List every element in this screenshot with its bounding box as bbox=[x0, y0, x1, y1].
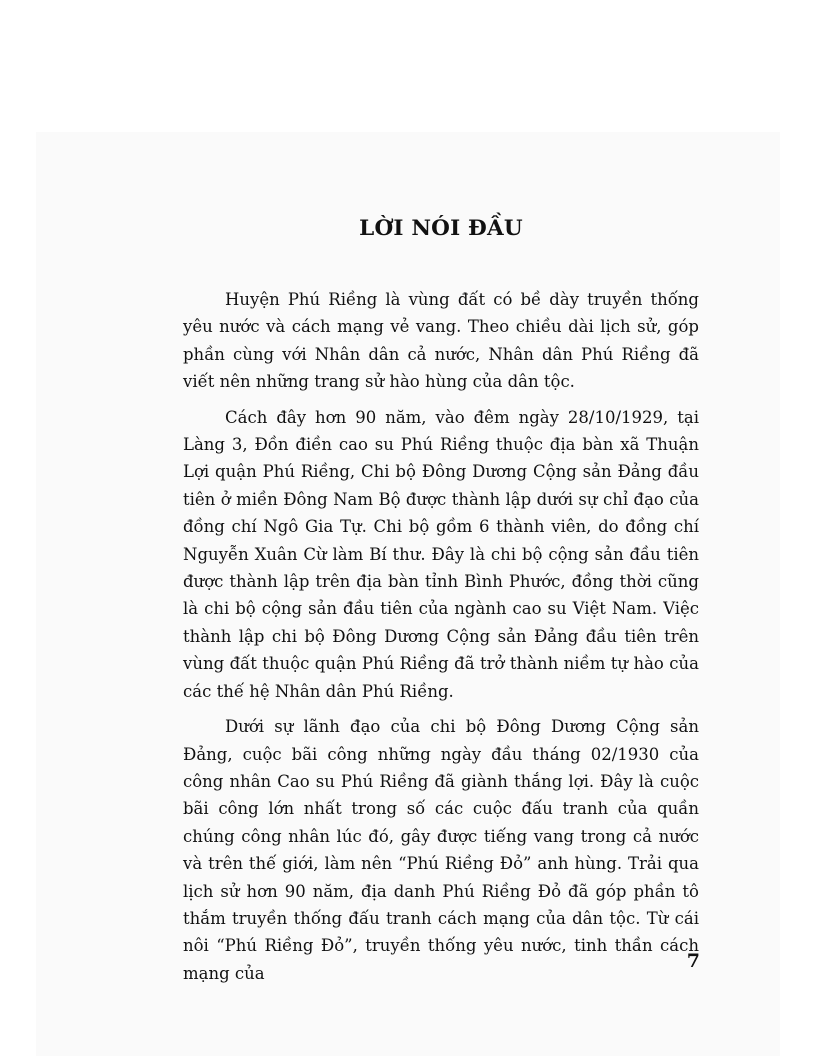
paragraph-3: Dưới sự lãnh đạo của chi bộ Đông Dương Cộng sản Đảng, cuộc bãi công những ngày đầu tháng 02/1930 của công nhân Cao su Phú Riềng đã giành thắng lợi. Đây là cuộc bãi công lớn nhất trong số các cuộc đấu tranh của quần chúng công nhân lúc đó, gây được tiếng vang trong cả nước và trên thế giới, làm nên “Phú Riềng Đỏ” anh hùng. Trải qua lịch sử hơn 90 năm, địa danh Phú Riềng Đỏ đã góp phần tô thắm truyền thống đấu tranh cách mạng của dân tộc. Từ cái nôi “Phú Riềng Đỏ”, truyền thống yêu nước, tinh thần cách mạng của bbox=[183, 717, 699, 983]
page-content bbox=[183, 214, 699, 995]
paragraph-1: Huyện Phú Riềng là vùng đất có bề dày truyền thống yêu nước và cách mạng vẻ vang. Theo chiều dài lịch sử, góp phần cùng với Nhân dân cả nước, Nhân dân Phú Riềng đã viết nên những trang sử hào hùng của dân tộc. bbox=[183, 290, 699, 392]
chapter-title: LỜI NÓI ĐẦU bbox=[359, 216, 523, 241]
paragraph-2: Cách đây hơn 90 năm, vào đêm ngày 28/10/1929, tại Làng 3, Đồn điền cao su Phú Riềng thuộc địa bàn xã Thuận Lợi quận Phú Riềng, Chi bộ Đông Dương Cộng sản Đảng đầu tiên ở miền Đông Nam Bộ được thành lập dưới sự chỉ đạo của đồng chí Ngô Gia Tự. Chi bộ gồm 6 thành viên, do đồng chí Nguyễn Xuân Cừ làm Bí thư. Đây là chi bộ cộng sản đầu tiên được thành lập trên địa bàn tỉnh Bình Phước, đồng thời cũng là chi bộ cộng sản đầu tiên của ngành cao su Việt Nam. Việc thành lập chi bộ Đông Dương Cộng sản Đảng đầu tiên trên vùng đất thuộc quận Phú Riềng đã trở thành niềm tự hào của các thế hệ Nhân dân Phú Riềng. bbox=[183, 407, 699, 701]
page-number: 7 bbox=[686, 950, 700, 972]
